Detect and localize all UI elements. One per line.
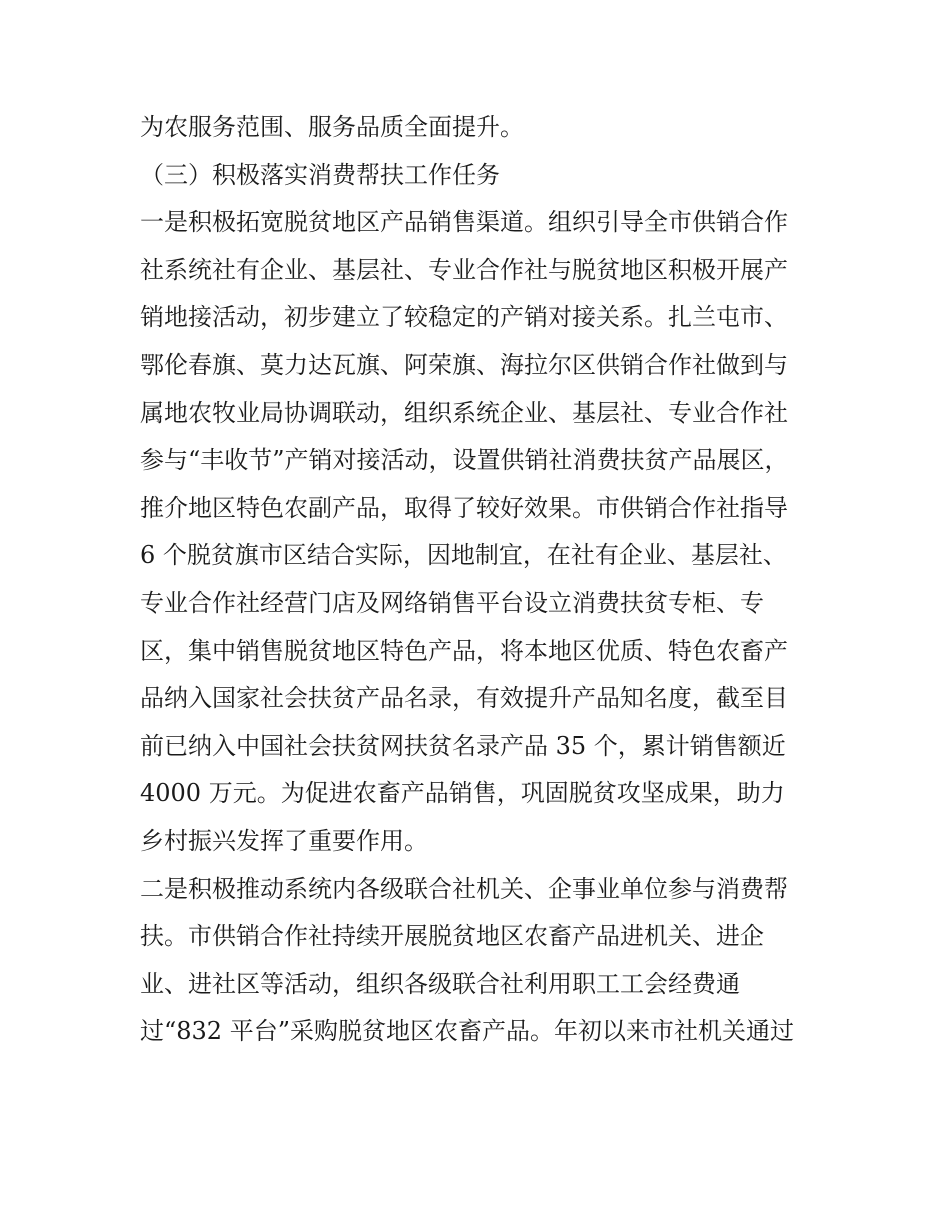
document-body [140,104,820,1056]
text-line: 社系统社有企业、基层社、专业合作社与脱贫地区积极开展产 [140,255,788,284]
text-line: 属地农牧业局协调联动，组织系统企业、基层社、专业合作社 [140,398,788,427]
text-line: 参与“丰收节”产销对接活动，设置供销社消费扶贫产品展区， [140,446,789,475]
text-line: 前已纳入中国社会扶贫网扶贫名录产品 35 个，累计销售额近 [140,731,786,760]
text-line: 推介地区特色农副产品，取得了较好效果。市供销合作社指导 [140,493,788,522]
text-line: 扶。市供销合作社持续开展脱贫地区农畜产品进机关、进企 [140,922,764,951]
text-line: 6 个脱贫旗市区结合实际，因地制宜，在社有企业、基层社、 [140,541,787,570]
text-line: 过“832 平台”采购脱贫地区农畜产品。年初以来市社机关通过 [140,1017,794,1046]
text-line: 业、进社区等活动，组织各级联合社利用职工工会经费通 [140,969,740,998]
text-line: 为农服务范围、服务品质全面提升。 [140,113,524,141]
text-line: 乡村振兴发挥了重要作用。 [140,826,428,855]
text-line: 专业合作社经营门店及网络销售平台设立消费扶贫专柜、专 [140,588,764,617]
text-line: 4000 万元。为促进农畜产品销售，巩固脱贫攻坚成果，助力 [140,779,785,808]
text-line: 品纳入国家社会扶贫产品名录，有效提升产品知名度，截至目 [140,684,788,713]
text-line: 一是积极拓宽脱贫地区产品销售渠道。组织引导全市供销合作 [140,208,788,237]
text-line: 区，集中销售脱贫地区特色产品，将本地区优质、特色农畜产 [140,636,788,665]
text-line: 销地接活动，初步建立了较稳定的产销对接关系。扎兰屯市、 [140,303,788,332]
text-line: 二是积极推动系统内各级联合社机关、企事业单位参与消费帮 [140,874,788,903]
text-line: 鄂伦春旗、莫力达瓦旗、阿荣旗、海拉尔区供销合作社做到与 [140,350,788,379]
section-heading: （三）积极落实消费帮扶工作任务 [140,160,500,189]
